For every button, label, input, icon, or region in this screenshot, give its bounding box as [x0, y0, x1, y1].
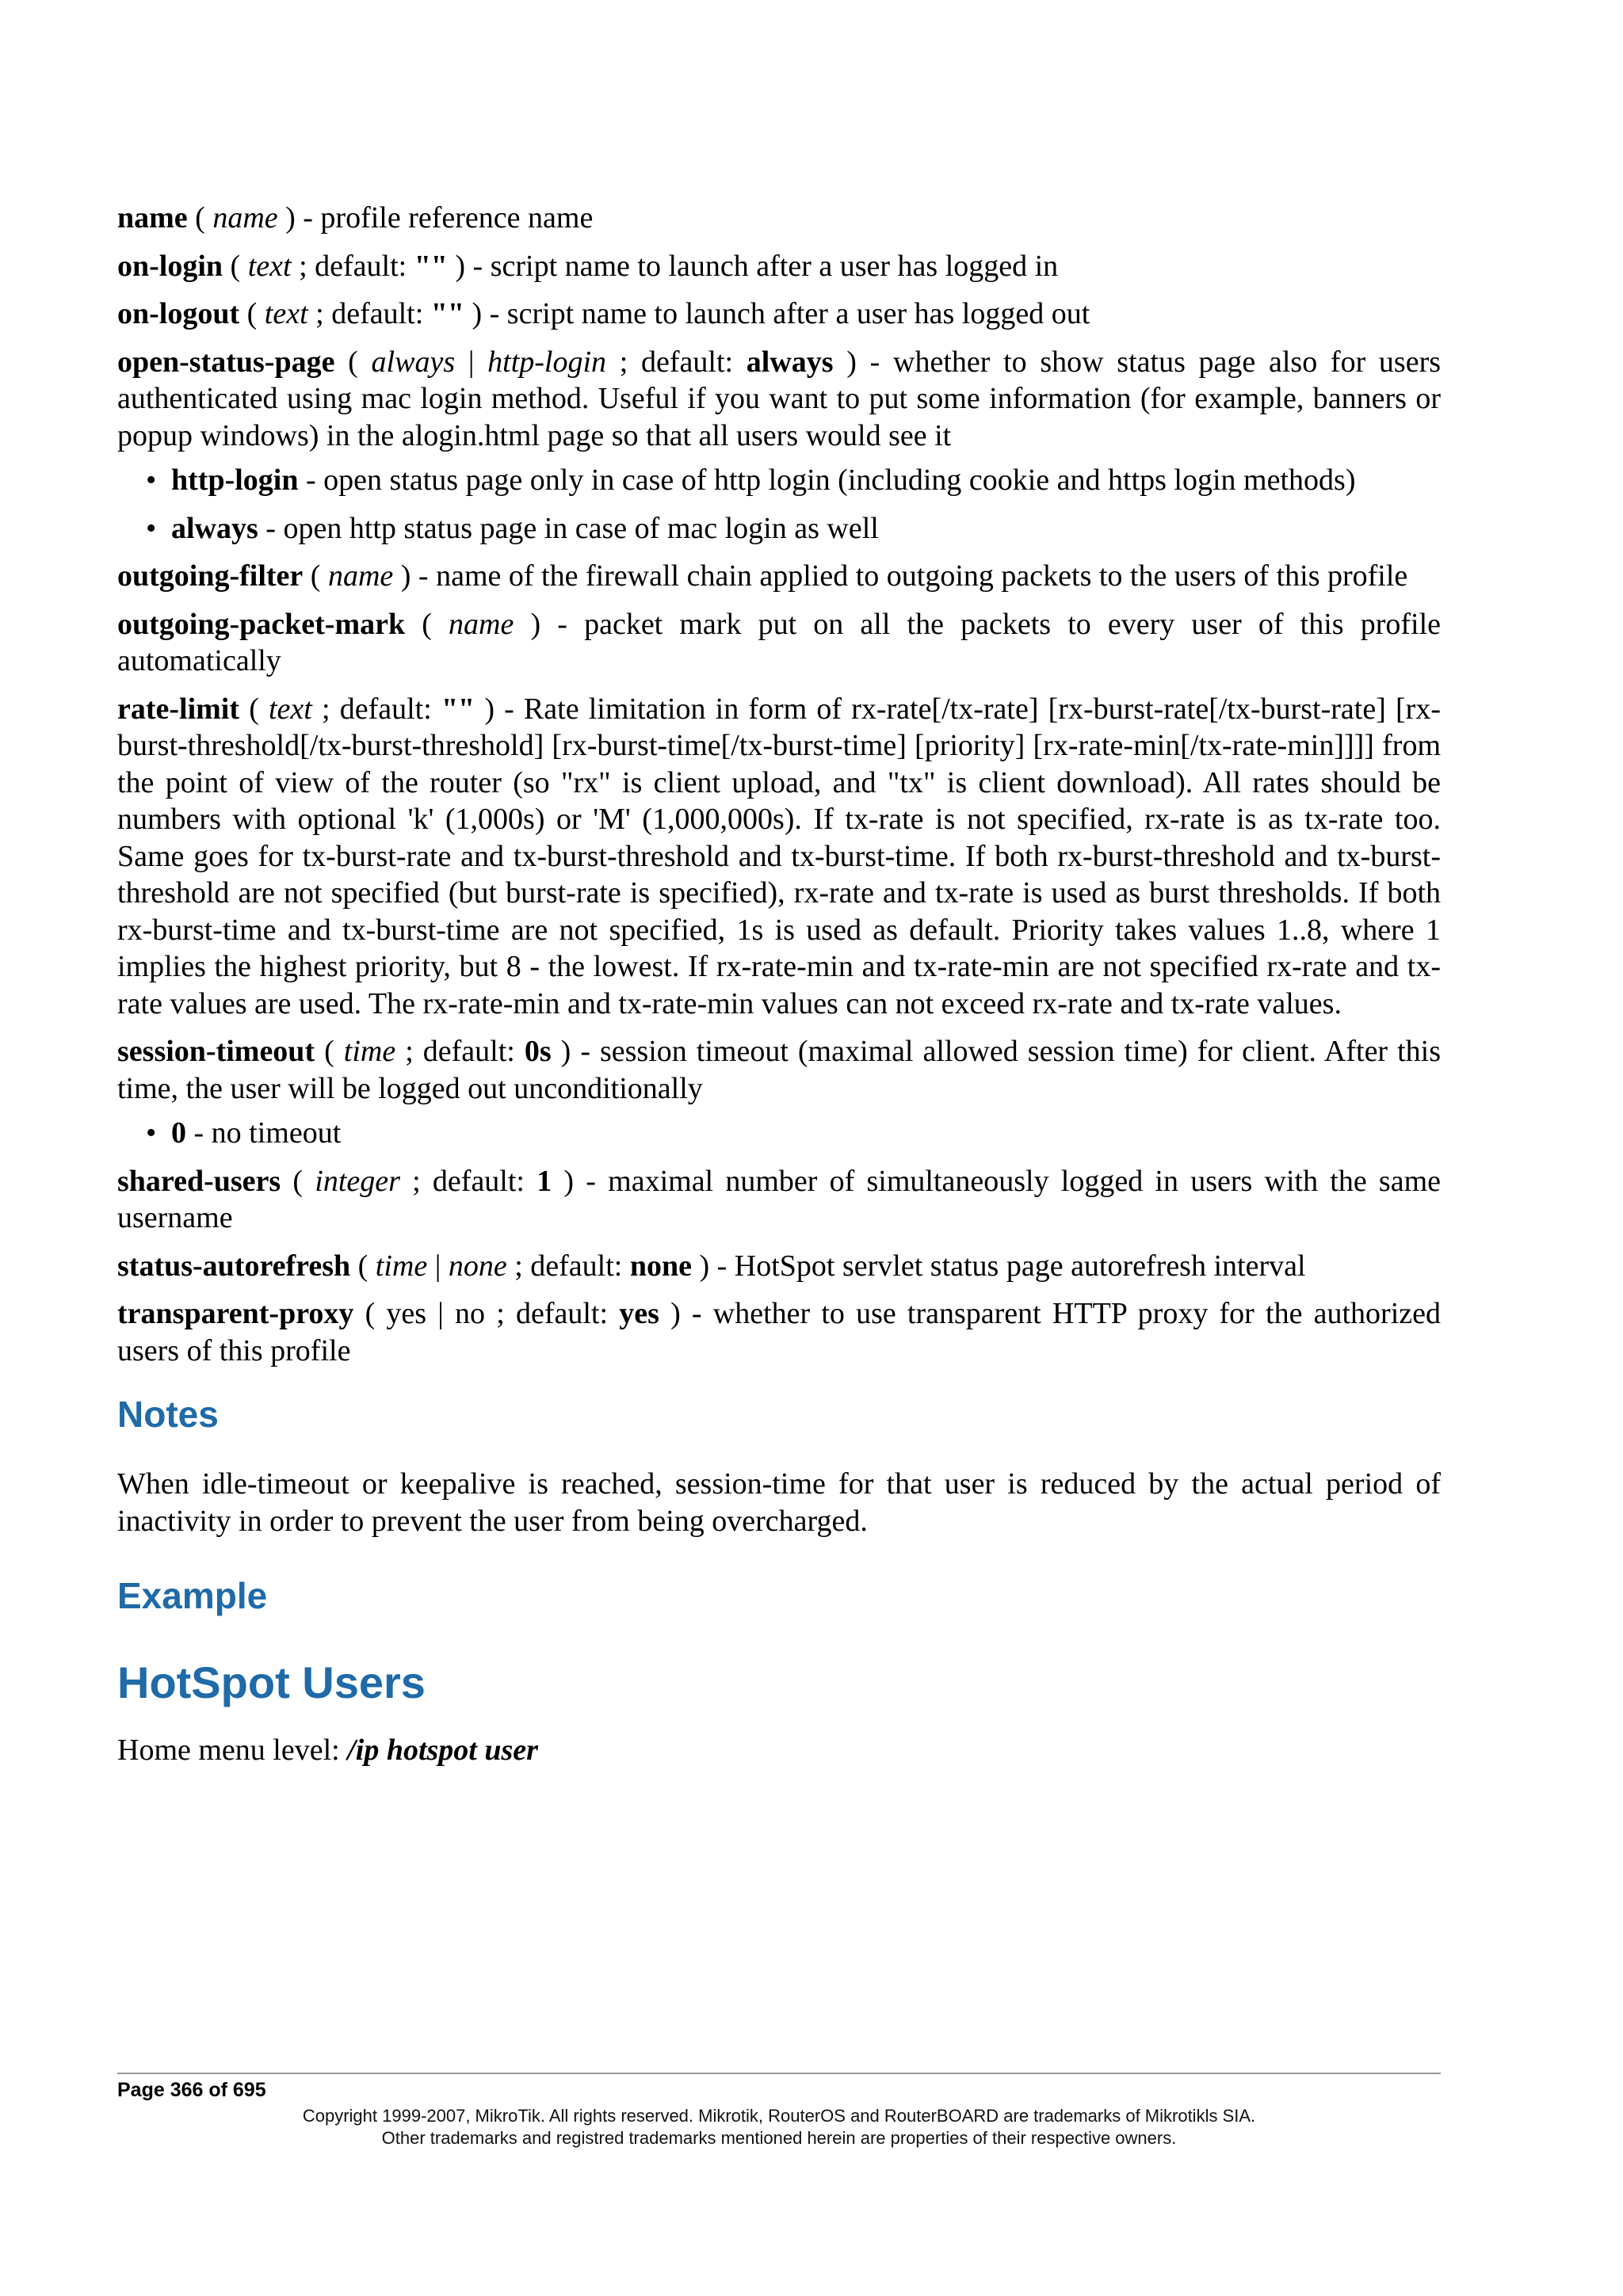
bold-text: 0s — [524, 1035, 552, 1068]
italic-text: time — [375, 1249, 428, 1283]
bold-text: session-timeout — [117, 1035, 315, 1068]
bullet-icon: • — [146, 463, 157, 497]
italic-text: always — [371, 345, 456, 379]
italic-text: text — [269, 692, 312, 726]
bold-text: outgoing-packet-mark — [117, 607, 406, 641]
bullet-icon: • — [146, 511, 157, 545]
copyright-line-2: Other trademarks and registred trademarks mentioned herein are properties of their respective owners. — [381, 2128, 1177, 2148]
notes-paragraph: When idle-timeout or keepalive is reached, session-time for that user is reduced by the actual period of inactivity in order to prevent the user from being overcharged. — [117, 1467, 1441, 1538]
italic-text: name — [449, 607, 514, 641]
text-run: ) - HotSpot servlet status page autorefresh interval — [691, 1249, 1306, 1283]
text-run: ; default: — [506, 1249, 630, 1283]
bold-text: on-login — [117, 249, 223, 283]
parameter-entry — [117, 200, 1441, 237]
bold-text: name — [117, 201, 188, 235]
text-run: ( — [303, 559, 328, 593]
copyright-line-1: Copyright 1999-2007, MikroTik. All rights reserved. Mikrotik, RouterOS and RouterBOARD are trademarks of Mikrotikls SIA. — [302, 2106, 1256, 2126]
parameter-entry — [117, 691, 1441, 1023]
italic-text: name — [327, 559, 394, 593]
parameter-entry — [117, 1033, 1441, 1107]
home-menu-label: Home menu level: — [117, 1733, 348, 1767]
bold-text: none — [629, 1249, 692, 1283]
bold-text: transparent-proxy — [117, 1297, 354, 1330]
text-run: ) - Rate limitation in form of rx-rate[/tx-rate] [rx-burst-rate[/tx-burst-rate] [rx-burst-threshold[/tx-burst-threshold] [rx-burst-time[/tx-burst-time] [priority] [rx-rate-min[/tx-rate-min]]]] from the point of view of the router (so "rx" is client upload, and "tx" is client download). All rates should be numbers with optional 'k' (1,000s) or 'M' (1,000,000s). If tx-rate is not specified, rx-rate is as tx-rate too. Same goes for tx-burst-rate and tx-burst-threshold and tx-burst-time. If both rx-burst-threshold and tx-burst-threshold are not specified (but burst-rate is specified), rx-rate and tx-rate is used as burst thresholds. If both rx-burst-time and tx-burst-time are not specified, 1s is used as default. Priority takes values 1..8, where 1 implies the highest priority, but 8 - the lowest. If rx-rate-min and tx-rate-min are not specified rx-rate and tx-rate values are used. The rx-rate-min and tx-rate-min values can not exceed rx-rate and tx-rate values. — [117, 692, 1441, 1020]
parameter-entry — [117, 1295, 1441, 1369]
notes-heading: Notes — [117, 1394, 219, 1435]
parameter-entry — [117, 296, 1441, 333]
text-run: - open http status page in case of mac login as well — [258, 511, 879, 545]
text-run: ) - script name to launch after a user has logged out — [464, 297, 1090, 330]
option-item — [117, 462, 1441, 499]
bold-text: on-logout — [117, 297, 240, 330]
bold-text: always — [171, 511, 258, 545]
text-run: ( — [239, 297, 265, 330]
parameter-list — [117, 200, 1441, 1369]
text-run: ( — [405, 607, 449, 641]
parameter-entry — [117, 558, 1441, 595]
text-run: ) - packet mark put on all the packets to every user of this profile automatically — [117, 607, 1441, 677]
text-run: ; default: — [606, 345, 747, 379]
document-body — [117, 200, 1441, 1769]
option-item — [117, 1115, 1441, 1152]
text-run: ( yes | no ; default: — [353, 1297, 620, 1330]
bold-text: "" — [414, 249, 448, 283]
bold-text: open-status-page — [117, 345, 335, 379]
section-title: HotSpot Users — [117, 1657, 426, 1707]
text-run: ; default: — [311, 692, 441, 726]
home-menu-line — [117, 1732, 1441, 1769]
text-run: ) - session timeout (maximal allowed session time) for client. After this time, the user will be logged out unconditionally — [117, 1035, 1441, 1105]
text-run: ( — [334, 345, 372, 379]
text-run: ( — [315, 1035, 344, 1068]
text-run: ) - whether to show status page also for users authenticated using mac login method. Useful if you want to put some information (for example, banners or popup windows) in the alogin.html page so that all users would see it — [117, 345, 1442, 452]
bold-text: shared-users — [117, 1164, 281, 1198]
italic-text: none — [448, 1249, 507, 1283]
option-item — [117, 510, 1441, 547]
bold-text: rate-limit — [117, 692, 240, 726]
text-run: ; default: — [291, 249, 414, 283]
footer-divider — [117, 2073, 1441, 2074]
text-run: ) - maximal number of simultaneously logged in users with the same username — [117, 1164, 1442, 1234]
text-run: ( — [239, 692, 269, 726]
bold-text: http-login — [171, 463, 299, 497]
text-run: ; default: — [399, 1164, 537, 1198]
text-run: | — [427, 1249, 449, 1283]
text-run: ( — [223, 249, 248, 283]
text-run: ) - script name to launch after a user has logged in — [447, 249, 1059, 283]
text-run: - open status page only in case of http login (including cookie and https login methods) — [298, 463, 1356, 497]
text-run: ) - whether to use transparent HTTP proxy for the authorized users of this profile — [117, 1297, 1441, 1367]
parameter-entry — [117, 344, 1441, 455]
text-run: ; default: — [307, 297, 431, 330]
bold-text: 0 — [171, 1116, 186, 1150]
bold-text: yes — [619, 1297, 659, 1330]
bold-text: 1 — [537, 1164, 552, 1198]
parameter-entry — [117, 1163, 1441, 1237]
text-run: ( — [187, 201, 213, 235]
bold-text: status-autorefresh — [117, 1249, 351, 1283]
text-run: - no timeout — [186, 1116, 342, 1150]
parameter-entry — [117, 1248, 1441, 1285]
home-menu-path: /ip hotspot user — [347, 1733, 538, 1767]
example-heading: Example — [117, 1575, 268, 1616]
option-list — [117, 1115, 1441, 1152]
bold-text: "" — [430, 297, 464, 330]
bold-text: always — [746, 345, 834, 379]
text-run: ) - profile reference name — [277, 201, 594, 235]
text-run: ( — [350, 1249, 376, 1283]
italic-text: text — [264, 297, 308, 330]
italic-text: integer — [315, 1164, 400, 1198]
text-run: ( — [281, 1164, 315, 1198]
italic-text: name — [212, 201, 278, 235]
text-run: | — [455, 345, 488, 379]
bold-text: "" — [441, 692, 475, 726]
italic-text: text — [247, 249, 292, 283]
text-run: ; default: — [395, 1035, 525, 1068]
parameter-entry — [117, 606, 1441, 680]
bullet-icon: • — [146, 1116, 157, 1150]
italic-text: time — [343, 1035, 396, 1068]
page-number: Page 366 of 695 — [117, 2079, 266, 2101]
bold-text: outgoing-filter — [117, 559, 304, 593]
italic-text: http-login — [487, 345, 607, 379]
parameter-entry — [117, 248, 1441, 285]
text-run: ) - name of the firewall chain applied to outgoing packets to the users of this profile — [393, 559, 1408, 593]
option-list — [117, 462, 1441, 547]
